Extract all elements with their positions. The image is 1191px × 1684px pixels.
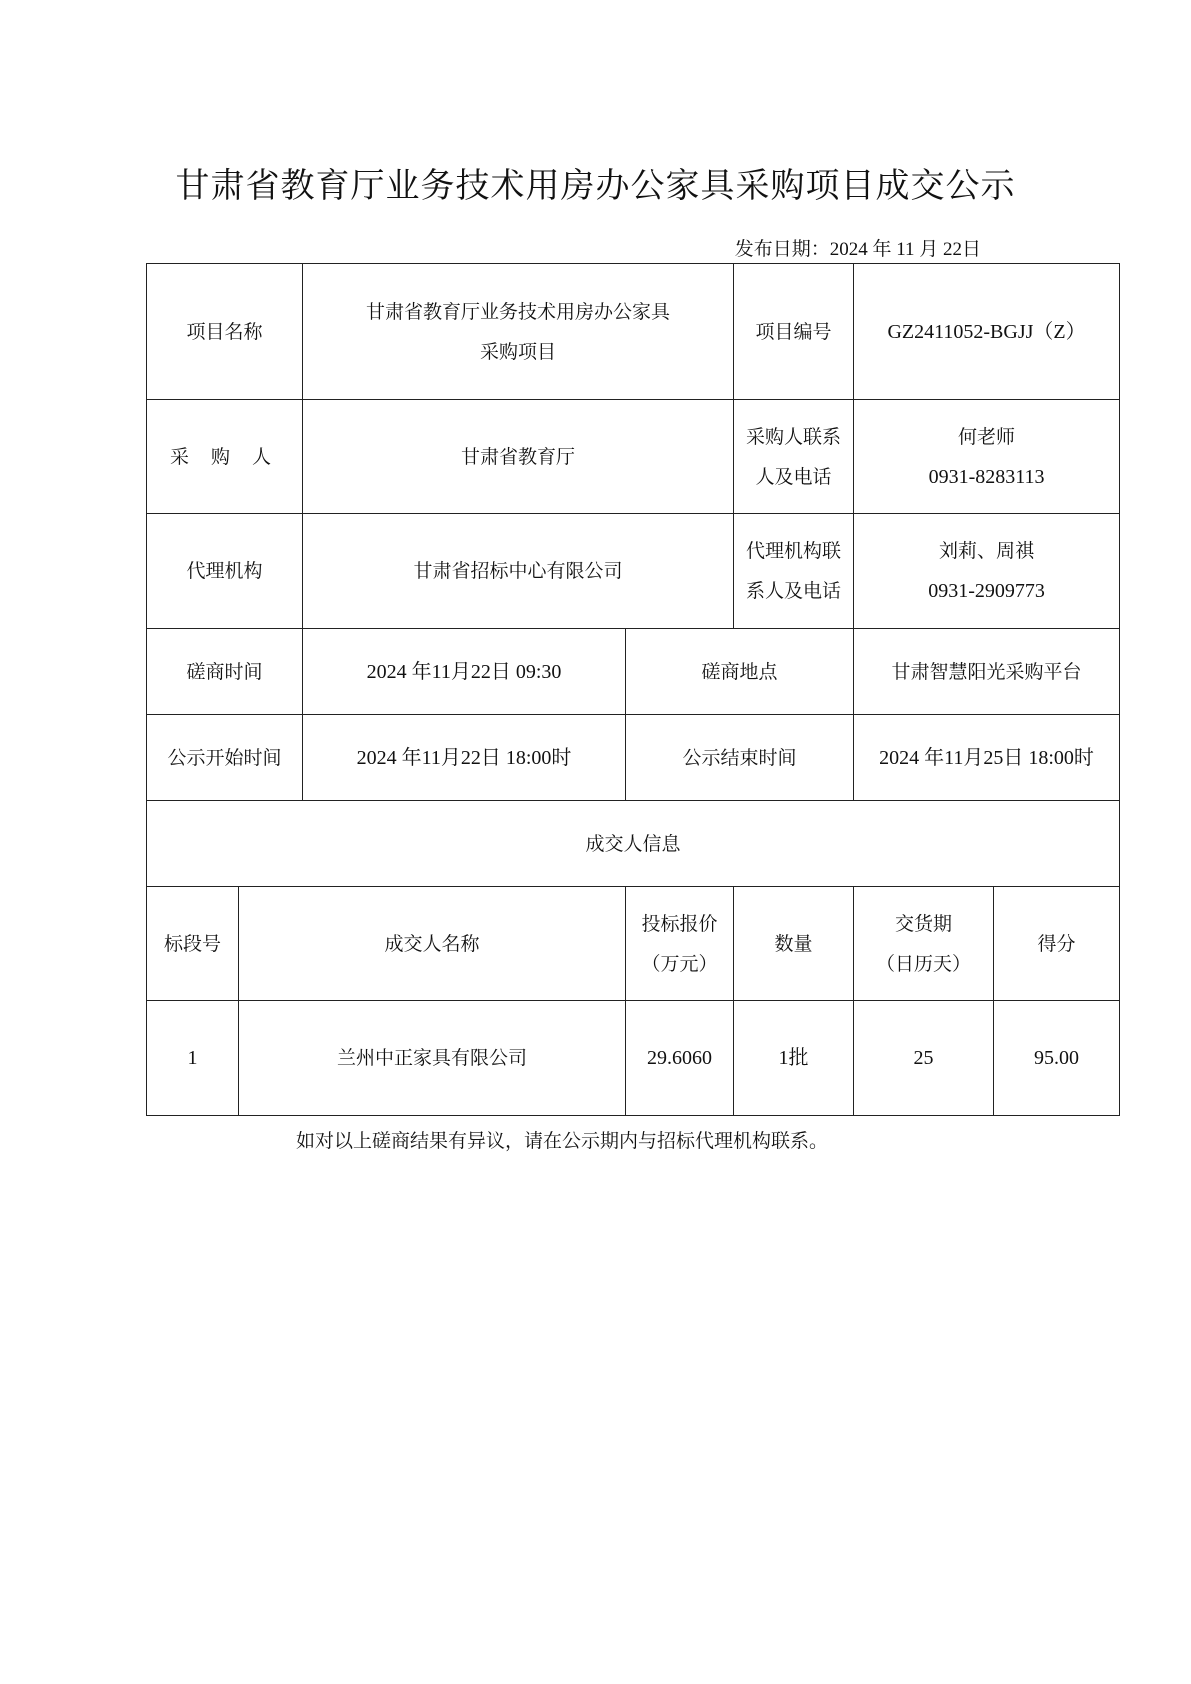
negotiation-time-label: 磋商时间 <box>147 629 303 715</box>
purchaser-label: 采 购 人 <box>147 400 303 514</box>
publish-date-value: 2024 年 11 月 22日 <box>829 239 981 260</box>
project-name-line2: 采购项目 <box>480 340 557 363</box>
cell-lot: 1 <box>147 1001 239 1116</box>
header-score: 得分 <box>994 887 1120 1001</box>
publish-date-label: 发布日期： <box>734 238 830 260</box>
agency-contact <box>854 514 1120 629</box>
table-row <box>147 1001 1120 1116</box>
project-name-label: 项目名称 <box>147 264 303 400</box>
agency-name: 甘肃省招标中心有限公司 <box>303 514 734 629</box>
negotiation-place-label: 磋商地点 <box>626 629 854 715</box>
negotiation-time: 2024 年11月22日 09:30 <box>303 629 626 715</box>
purchaser-contact-label-line2: 人及电话 <box>755 465 832 488</box>
project-code-label: 项目编号 <box>734 264 854 400</box>
agency-label: 代理机构 <box>147 514 303 629</box>
cell-price: 29.6060 <box>626 1001 734 1116</box>
header-delivery-line1: 交货期 <box>895 912 953 935</box>
winner-section-title: 成交人信息 <box>147 801 1120 887</box>
header-price-line2: （万元） <box>641 952 718 975</box>
publish-date <box>735 234 981 261</box>
footnote: 如对以上磋商结果有异议，请在公示期内与招标代理机构联系。 <box>296 1130 829 1152</box>
notice-period-row <box>147 715 1120 801</box>
purchaser-contact-label <box>734 400 854 514</box>
header-qty: 数量 <box>734 887 854 1001</box>
agency-row <box>147 514 1120 629</box>
cell-score: 95.00 <box>994 1001 1120 1116</box>
winner-section-row <box>147 801 1120 887</box>
page-title: 甘肃省教育厅业务技术用房办公家具采购项目成交公示 <box>175 166 1016 206</box>
purchaser-contact-name: 何老师 <box>958 425 1016 448</box>
agency-contact-name: 刘莉、周祺 <box>939 540 1035 562</box>
header-price-line1: 投标报价 <box>641 912 718 935</box>
header-winner-name: 成交人名称 <box>239 887 626 1001</box>
purchaser-name: 甘肃省教育厅 <box>303 400 734 514</box>
header-lot: 标段号 <box>147 887 239 1001</box>
header-delivery-line2: （日历天） <box>876 952 972 975</box>
negotiation-place: 甘肃智慧阳光采购平台 <box>854 629 1120 715</box>
agency-contact-phone: 0931-2909773 <box>928 580 1045 602</box>
header-delivery <box>854 887 994 1001</box>
agency-contact-label-line1: 代理机构联 <box>746 540 842 562</box>
project-name-line1: 甘肃省教育厅业务技术用房办公家具 <box>366 300 671 323</box>
purchaser-contact-label-line1: 采购人联系 <box>746 425 842 448</box>
purchaser-row <box>147 400 1120 514</box>
notice-start: 2024 年11月22日 18:00时 <box>303 715 626 801</box>
purchaser-contact-phone: 0931-8283113 <box>928 465 1045 488</box>
header-price <box>626 887 734 1001</box>
cell-winner-name: 兰州中正家具有限公司 <box>239 1001 626 1116</box>
notice-start-label: 公示开始时间 <box>147 715 303 801</box>
project-code: GZ2411052-BGJJ（Z） <box>854 264 1120 400</box>
notice-end-label: 公示结束时间 <box>626 715 854 801</box>
negotiation-row <box>147 629 1120 715</box>
agency-contact-label <box>734 514 854 629</box>
cell-delivery: 25 <box>854 1001 994 1116</box>
winner-header-row <box>147 887 1120 1001</box>
announcement-table <box>146 263 1120 1116</box>
notice-end: 2024 年11月25日 18:00时 <box>854 715 1120 801</box>
project-row <box>147 264 1120 400</box>
cell-qty: 1批 <box>734 1001 854 1116</box>
project-name-cell <box>303 264 734 400</box>
agency-contact-label-line2: 系人及电话 <box>746 580 842 602</box>
purchaser-contact <box>854 400 1120 514</box>
